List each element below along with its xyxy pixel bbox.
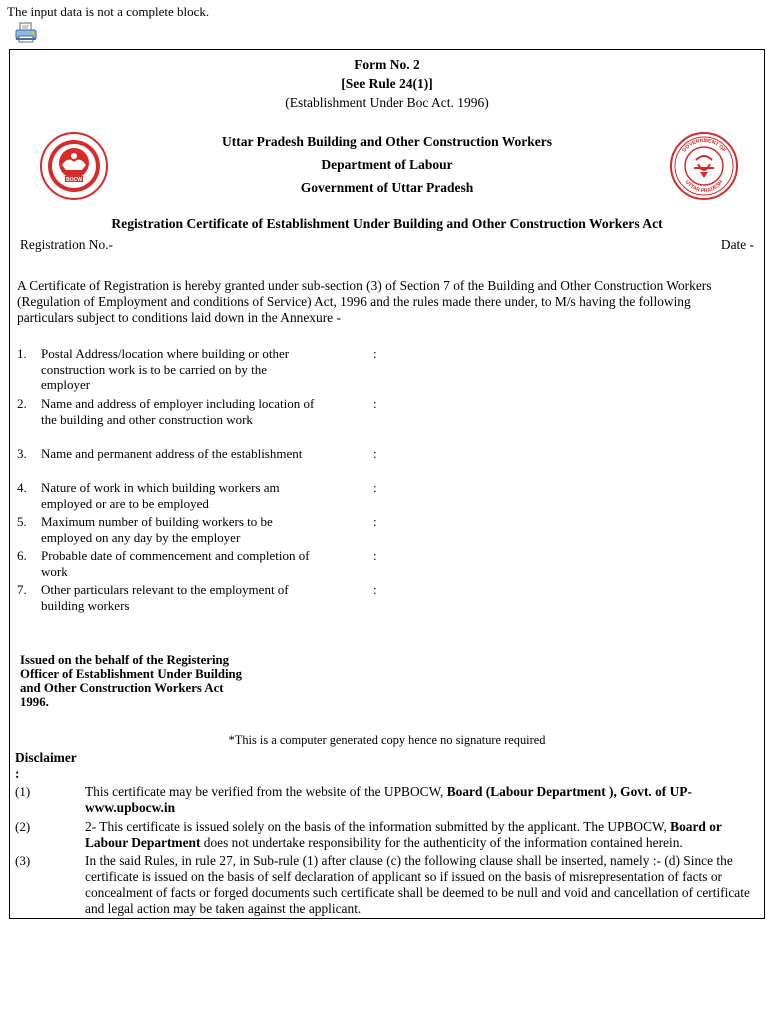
certificate-title: Registration Certificate of Establishment Under Building and Other Construction Workers Act (111, 216, 663, 231)
disclaimer-title: Disclaimer (15, 750, 77, 765)
registration-number-label: Registration No.- (20, 237, 113, 252)
emblem-text-bottom: UTTAR PRADESH (683, 179, 725, 195)
act-reference: (Establishment Under Boc Act. 1996) (285, 95, 489, 110)
disclaimer-text (85, 819, 757, 851)
item-text: Maximum number of building workers to be employed on any day by the employer (41, 514, 273, 545)
registration-intro (17, 278, 757, 326)
item-colon: : (373, 446, 377, 461)
incomplete-block-notice: The input data is not a complete block. (7, 4, 210, 19)
issued-line-4: 1996. (20, 695, 49, 709)
disclaimer-colon: : (15, 766, 20, 781)
disclaimer-text (85, 853, 757, 917)
rule-reference: [See Rule 24(1)] (341, 76, 433, 91)
item-number: 5. (17, 514, 27, 529)
bocw-logo-text: BOCW (66, 177, 82, 183)
item-text: Name and address of employer including location of the building and other construction work (41, 396, 315, 427)
issued-line-1: Issued on the behalf of the Registering (20, 653, 230, 667)
form-number: Form No. 2 (354, 57, 420, 72)
disclaimer-number: (3) (15, 853, 31, 868)
item-text: Name and permanent address of the establishment (41, 446, 303, 461)
date-label: Date - (720, 237, 754, 252)
issued-on-behalf (20, 653, 242, 709)
item-text: Probable date of commencement and completion of work (41, 548, 310, 579)
printer-icon[interactable] (14, 22, 38, 44)
disclaimer-heading (15, 750, 77, 782)
item-text: Postal Address/location where building or other construction work is to be carried on by the employer (41, 346, 290, 392)
item-text: Nature of work in which building workers am employed or are to be employed (41, 480, 280, 511)
certificate-frame (9, 49, 765, 919)
up-government-emblem (670, 132, 738, 200)
disclaimer-number: (1) (15, 784, 31, 799)
issued-line-3: and Other Construction Workers Act (20, 681, 224, 695)
item-colon: : (373, 582, 377, 597)
item-number: 2. (17, 396, 27, 411)
disclaimer-number: (2) (15, 819, 31, 834)
org-name: Uttar Pradesh Building and Other Construction Workers (221, 134, 553, 149)
disclaimer-text-plain: In the said Rules, in rule 27, in Sub-rule (1) after clause (c) the following clause shall be inserted, namely :- (d) Since the certificate is issued on the basis of self declaration of applicant so if issued on the basis of misrepresentation of facts or concealment of facts or forged documents such certificate shall be deemed to be null and void and cancellation of certificate and legal action may be taken against the applicant. (85, 853, 750, 916)
item-colon: : (373, 480, 377, 495)
intro-line-3: particulars subject to conditions laid down in the Annexure - (17, 310, 341, 325)
disclaimer-text-tail: does not undertake responsibility for the authenticity of the information contained herein. (200, 835, 683, 850)
item-number: 4. (17, 480, 27, 495)
disclaimer-text (85, 784, 757, 816)
government-name: Government of Uttar Pradesh (300, 180, 474, 195)
item-colon: : (373, 548, 377, 563)
computer-generated-note: *This is a computer generated copy hence no signature required (228, 733, 546, 747)
disclaimer-text-bold: Board (Labour Department ), Govt. of UP-www.upbocw.in (85, 784, 692, 815)
disclaimer-text-plain: 2- This certificate is issued solely on the basis of the information submitted by the applicant. The UPBOCW, (85, 819, 671, 834)
item-number: 6. (17, 548, 27, 563)
intro-line-2: (Regulation of Employment and conditions of Service) Act, 1996 and the rules made there under, to M/s having the following (17, 294, 691, 309)
item-colon: : (373, 396, 377, 411)
item-number: 7. (17, 582, 27, 597)
disclaimer-text-bold: Board or Labour Department (85, 819, 722, 850)
issued-line-2: Officer of Establishment Under Building (20, 667, 243, 681)
item-text: Other particulars relevant to the employment of building workers (41, 582, 289, 613)
item-colon: : (373, 514, 377, 529)
disclaimer-text-plain: This certificate may be verified from the website of the UPBOCW, (85, 784, 447, 799)
intro-line-1: A Certificate of Registration is hereby granted under sub-section (3) of Section 7 of the Building and Other Construction Workers (17, 278, 712, 293)
item-number: 1. (17, 346, 27, 361)
department-name: Department of Labour (321, 157, 453, 172)
emblem-text-top: GOVERNMENT OF (681, 137, 727, 154)
item-number: 3. (17, 446, 27, 461)
item-colon: : (373, 346, 377, 361)
